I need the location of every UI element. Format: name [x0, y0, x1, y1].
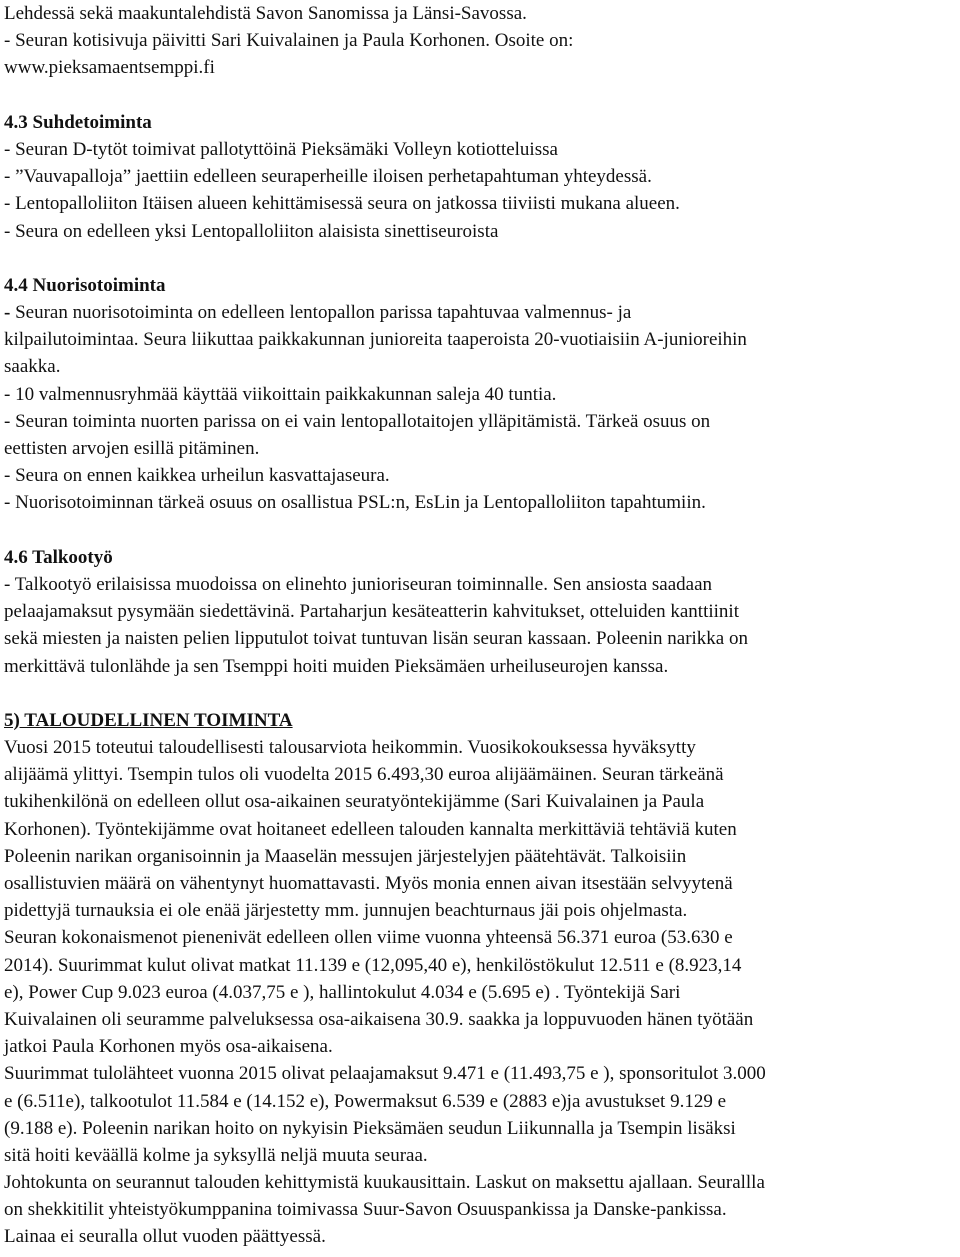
body-line: - Lentopalloliiton Itäisen alueen kehittämisessä seura on jatkossa tiiviisti mukana alueen. — [4, 193, 680, 215]
body-line: Lainaa ei seuralla ollut vuoden päättyessä. — [4, 1226, 326, 1248]
body-line: Korhonen). Työntekijämme ovat hoitaneet edelleen talouden kannalta merkittäviä tehtäviä kuten — [4, 818, 737, 840]
body-line: - ”Vauvapalloja” jaettiin edelleen seuraperheille iloisen perhetapahtuman yhteydessä. — [4, 166, 652, 188]
body-line: pidettyjä turnauksia ei ole enää järjestetty mm. junnujen beachturnaus jäi pois ohjelmasta. — [4, 900, 688, 922]
body-line: Johtokunta on seurannut talouden kehittymistä kuukausittain. Laskut on maksettu ajallaan. Seurallla — [4, 1172, 765, 1194]
body-line: on shekkitilit yhteistyökumppanina toimivassa Suur-Savon Osuuspankissa ja Danske-pankissa. — [4, 1199, 727, 1221]
body-line: - Seuran kotisivuja päivitti Sari Kuivalainen ja Paula Korhonen. Osoite on: — [4, 30, 574, 52]
body-line: kilpailutoimintaa. Seura liikuttaa paikkakunnan junioreita taaperoista 20-vuotiaisiin A-junioreihin — [4, 329, 747, 351]
section-heading-suhdetoiminta: 4.3 Suhdetoiminta — [4, 111, 152, 133]
body-line: merkittävä tulonlähde ja sen Tsemppi hoiti muiden Pieksämäen urheiluseurojen kanssa. — [4, 655, 669, 677]
body-line: - 10 valmennusryhmää käyttää viikoittain paikkakunnan saleja 40 tuntia. — [4, 383, 557, 405]
body-line: Suurimmat tulolähteet vuonna 2015 olivat pelaajamaksut 9.471 e (11.493,75 e ), sponsoritulot 3.000 — [4, 1063, 766, 1085]
bold-dash: - — [4, 302, 11, 324]
body-line: jatkoi Paula Korhonen myös osa-aikaisena. — [4, 1036, 333, 1058]
body-line: - Seuran toiminta nuorten parissa on ei vain lentopallotaitojen ylläpitämistä. Tärkeä osuus on — [4, 410, 711, 432]
body-line: Vuosi 2015 toteutui taloudellisesti talousarviota heikommin. Vuosikokouksessa hyväksytty — [4, 737, 696, 759]
body-line: e), Power Cup 9.023 euroa (4.037,75 e ), hallintokulut 4.034 e (5.695 e) . Työntekijä Sari — [4, 981, 681, 1003]
paragraph-spacer — [4, 82, 952, 109]
body-line: Lehdessä sekä maakuntalehdistä Savon Sanomissa ja Länsi-Savossa. — [4, 3, 527, 24]
body-line: pelaajamaksut pysymään siedettävinä. Partaharjun kesäteatterin kahvitukset, otteluiden kanttiinit — [4, 601, 739, 623]
body-line: 2014). Suurimmat kulut olivat matkat 11.139 e (12,095,40 e), henkilöstökulut 12.511 e (8.923,14 — [4, 954, 742, 976]
paragraph-spacer — [4, 517, 952, 544]
paragraph-spacer — [4, 245, 952, 272]
body-line: - Talkootyö erilaisissa muodoissa on elinehto junioriseuran toiminnalle. Sen ansiosta saadaan — [4, 573, 713, 595]
body-line: alijäämä ylittyi. Tsempin tulos oli vuodelta 2015 6.493,30 euroa alijäämäinen. Seuran tärkeänä — [4, 764, 724, 786]
body-line: - Seuran D-tytöt toimivat pallotyttöinä Pieksämäki Volleyn kotiotteluissa — [4, 138, 558, 160]
body-line: tukihenkilönä on edelleen ollut osa-aikainen seuratyöntekijämme (Sari Kuivalainen ja Paula — [4, 791, 705, 813]
body-line: osallistuvien määrä on vähentynyt huomattavasti. Myös monia ennen aivan itsestään selvyytenä — [4, 873, 733, 894]
body-line: - Nuorisotoiminnan tärkeä osuus on osallistua PSL:n, EsLin ja Lentopalloliiton tapahtumiin. — [4, 492, 706, 514]
body-line: e (6.511e), talkootulot 11.584 e (14.152 e), Powermaksut 6.539 e (2883 e)ja avustukset 9.129 e — [4, 1090, 727, 1112]
section-heading-taloudellinen-toiminta: 5) TALOUDELLINEN TOIMINTA — [4, 709, 293, 731]
body-line: eettisten arvojen esillä pitäminen. — [4, 438, 260, 459]
body-line: saakka. — [4, 356, 61, 378]
section-heading-nuorisotoiminta: 4.4 Nuorisotoiminta — [4, 274, 166, 296]
body-line: Kuivalainen oli seuramme palveluksessa osa-aikaisena 30.9. saakka ja loppuvuoden hänen työtään — [4, 1008, 754, 1030]
body-line: sekä miesten ja naisten pelien lipputulot toivat tuntuvan lisän seuran kassaan. Poleenin narikka on — [4, 628, 748, 650]
body-line: (9.188 e). Poleenin narikan hoito on nykyisin Pieksämäen seudun Liikunnalla ja Tsempin lisäksi — [4, 1117, 736, 1139]
body-line: - Seura on ennen kaikkea urheilun kasvattajaseura. — [4, 465, 390, 487]
paragraph-spacer — [4, 680, 952, 707]
body-line: sitä hoiti keväällä kolme ja syksyllä neljä muuta seuraa. — [4, 1144, 428, 1166]
body-line: Seuran kokonaismenot pienenivät edelleen ollen viime vuonna yhteensä 56.371 euroa (53.630 e — [4, 927, 733, 949]
body-text: Seuran nuorisotoiminta on edelleen lentopallon parissa tapahtuvaa valmennus- ja — [10, 302, 632, 324]
website-link[interactable]: www.pieksamaentsemppi.fi — [4, 57, 215, 79]
body-line: Poleenin narikan organisoinnin ja Maaselän messujen järjestelyjen päätehtävät. Talkoisiin — [4, 845, 687, 867]
body-line: - Seura on edelleen yksi Lentopalloliiton alaisista sinettiseuroista — [4, 220, 499, 242]
section-heading-talkootyo: 4.6 Talkootyö — [4, 546, 113, 568]
body-line — [4, 299, 952, 326]
